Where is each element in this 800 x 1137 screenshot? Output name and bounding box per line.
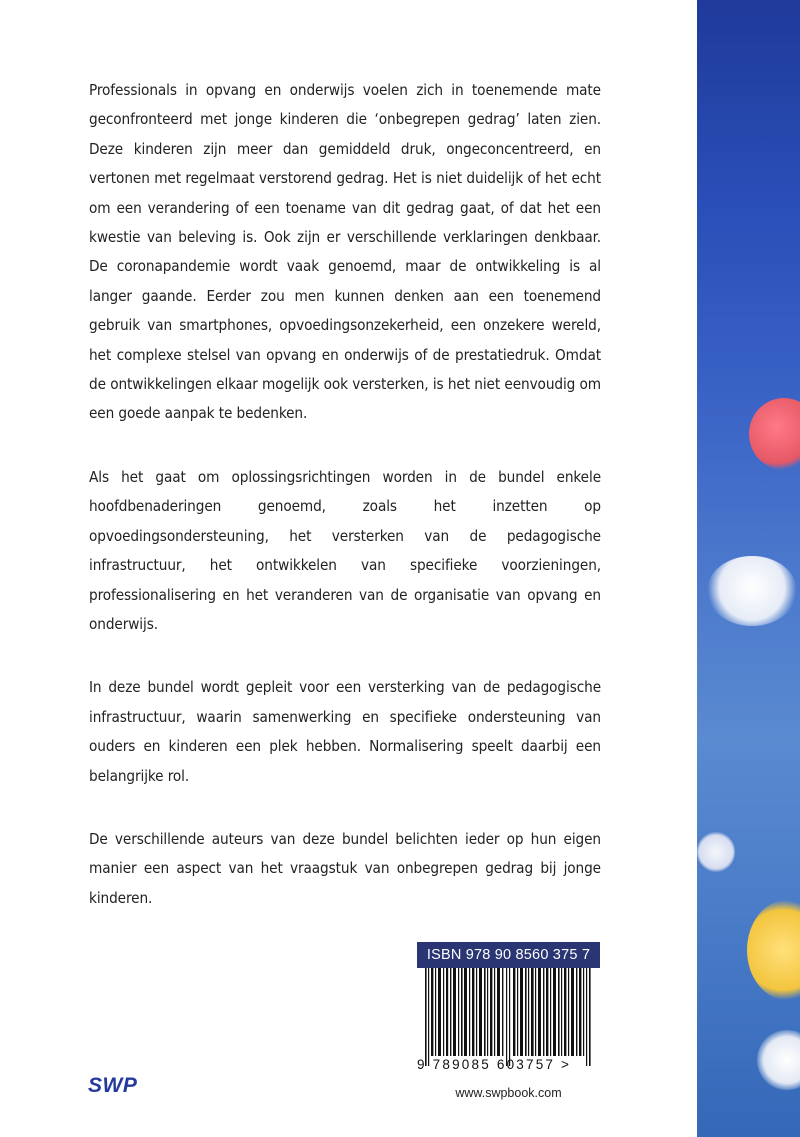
- cover-artwork-strip: [697, 0, 800, 1137]
- blurb-paragraph-3: In deze bundel wordt gepleit voor een versterking van de pedagogische infrastructuur, waarin samenwerking en specifieke ondersteuning van ouders en kinderen een plek hebben. Normalisering speelt daarbij een belangrijke rol.: [89, 678, 601, 785]
- publisher-logo: SWP: [88, 1074, 138, 1097]
- blurb-text: [89, 76, 601, 947]
- barcode-digits: 9 789085 603757 >: [417, 1057, 572, 1072]
- pink-cloud-image: [749, 398, 800, 470]
- white-cloud-image: [707, 556, 797, 626]
- isbn-label: ISBN 978 90 8560 375 7: [417, 942, 600, 968]
- white-cloud-lower-image: [757, 1030, 800, 1090]
- blurb-paragraph-2: Als het gaat om oplossingsrichtingen worden in de bundel enkele hoofdbenaderingen genoemd, zoals het inzetten op opvoedingsondersteuning, het versterken van de pedagogische infrastructuur, het ontwikkelen van specifieke voorzieningen, professionalisering en het veranderen van de organisatie van opvang en onderwijs.: [89, 467, 601, 633]
- blurb-paragraph-4: De verschillende auteurs van deze bundel belichten ieder op hun eigen manier een aspect van het vraagstuk van onbegrepen gedrag bij jonge kinderen.: [89, 829, 601, 907]
- yellow-cloud-image: [747, 900, 800, 1000]
- small-cloud-image: [697, 832, 735, 872]
- blurb-paragraph-1: Professionals in opvang en onderwijs voelen zich in toenemende mate geconfronteerd met jonge kinderen die ‘onbegrepen gedrag’ laten zien. Deze kinderen zijn meer dan gemiddeld druk, ongeconcentreerd, en vertonen met regelmaat verstorend gedrag. Het is niet duidelijk of het echt om een verandering of een toename van dit gedrag gaat, of dat het een kwestie van beleving is. Ook zijn er verschillende verklaringen denkbaar. De coronapandemie wordt vaak genoemd, maar de ontwikkeling is al langer gaande. Eerder zou men kunnen denken aan een toenemend gebruik van smartphones, opvoedingsonzekerheid, een onzekere wereld, het complexe stelsel van opvang en onderwijs of de prestatiedruk. Omdat de ontwikkelingen elkaar mogelijk ook versterken, is het niet eenvoudig om een goede aanpak te bedenken.: [89, 81, 601, 423]
- publisher-website: www.swpbook.com: [455, 1086, 562, 1100]
